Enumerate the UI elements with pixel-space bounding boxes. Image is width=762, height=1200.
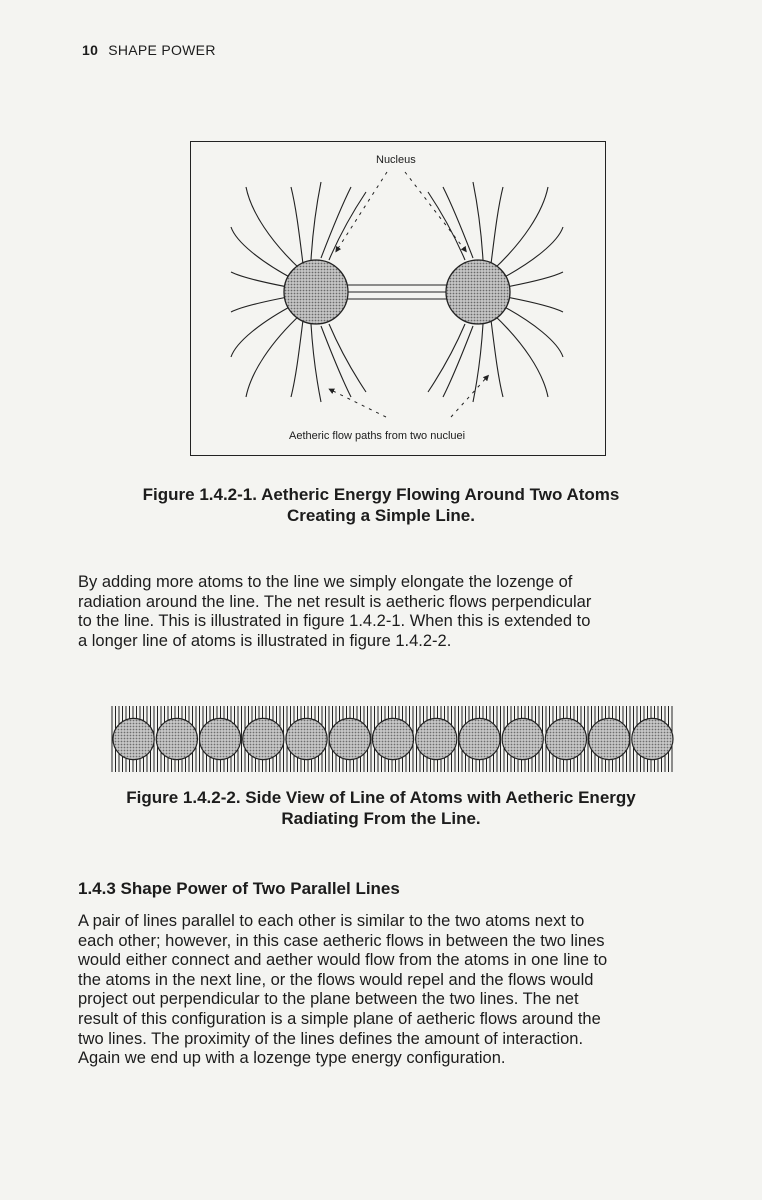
section-paragraph-line: each other; however, in this case aetheric flows in between the two lines [78, 931, 605, 950]
atom [502, 718, 543, 759]
atom [199, 718, 240, 759]
section-paragraph-line: two lines. The proximity of the lines defines the amount of interaction. [78, 1029, 584, 1048]
running-header [82, 42, 216, 58]
flow-paths-label: Aetheric flow paths from two nucluei [289, 430, 466, 442]
figure2-caption-line1: Figure 1.4.2-2. Side View of Line of Atoms with Aetheric Energy [126, 788, 636, 807]
paragraph-1 [78, 573, 712, 651]
figure2-caption-line2: Radiating From the Line. [281, 809, 481, 828]
atom-left [284, 260, 348, 324]
atom [416, 718, 457, 759]
atom [632, 718, 673, 759]
page-number: 10 [82, 42, 99, 58]
figure1-caption [60, 484, 702, 526]
section-paragraph-line: would either connect and aether would flow from the atoms in one line to [78, 951, 608, 970]
atom [113, 718, 154, 759]
figure2-caption [60, 787, 702, 829]
flow-lines [231, 182, 563, 402]
section-paragraph-line: Again we end up with a lozenge type energy configuration. [78, 1049, 506, 1068]
paragraph-1-line: to the line. This is illustrated in figure 1.4.2-1. When this is extended to [78, 612, 591, 631]
section-paragraph-line: result of this configuration is a simple plane of aetheric flows around the [78, 1009, 601, 1028]
atom [243, 718, 284, 759]
section-paragraph-line: A pair of lines parallel to each other is similar to the two atoms next to [78, 912, 585, 930]
atom-row [113, 718, 673, 759]
section-heading: 1.4.3 Shape Power of Two Parallel Lines [78, 879, 400, 898]
section-paragraph-line: project out perpendicular to the plane between the two lines. The net [78, 990, 579, 1009]
atom [589, 718, 630, 759]
atom [372, 718, 413, 759]
paragraph-1-line: By adding more atoms to the line we simply elongate the lozenge of [78, 573, 573, 591]
atom [459, 718, 500, 759]
figure1-caption-line1: Figure 1.4.2-1. Aetheric Energy Flowing Around Two Atoms [142, 485, 620, 504]
atom [156, 718, 197, 759]
figure-two-atoms [190, 141, 606, 456]
paragraph-1-line: radiation around the line. The net result is aetheric flows perpendicular [78, 592, 592, 611]
atom [329, 718, 370, 759]
nucleus-label: Nucleus [376, 154, 416, 166]
atom-line-diagram [108, 704, 678, 774]
figure1-caption-line2: Creating a Simple Line. [287, 506, 475, 525]
paragraph-1-line: a longer line of atoms is illustrated in figure 1.4.2-2. [78, 631, 452, 650]
section-paragraph [78, 912, 712, 1069]
atom-right [446, 260, 510, 324]
atom [545, 718, 586, 759]
section-paragraph-line: the atoms in the next line, or the flows would repel and the flows would [78, 970, 594, 989]
atom [286, 718, 327, 759]
two-atoms-diagram [191, 142, 604, 454]
running-title: SHAPE POWER [108, 42, 216, 58]
